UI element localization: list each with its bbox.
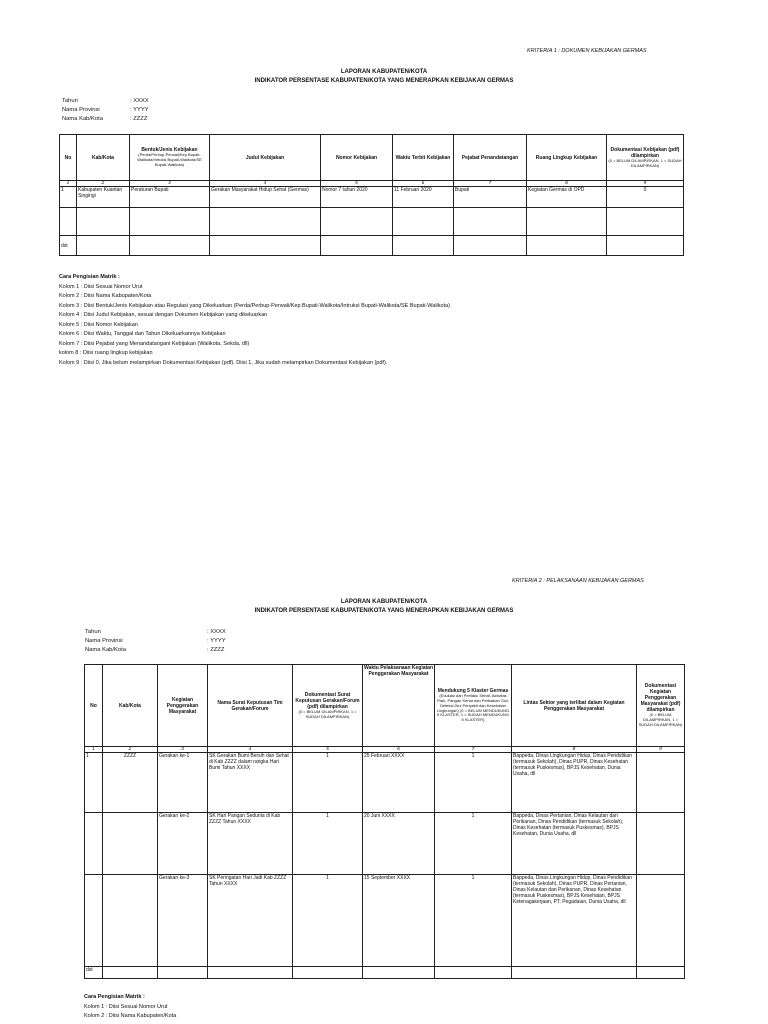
col-header: Bentuk/Jenis Kebijakan (Perda/Perbup-Perwali/Kep Bupati-Walikota/Intruksi Bupati-Walikota/SE Bupati-Walikota) xyxy=(130,135,210,181)
guide-item: Kolom 6 : Diisi Waktu, Tanggal dan Tahun Dikeluarkannya Kebijakan xyxy=(59,331,226,337)
kebijakan-table xyxy=(59,134,684,256)
guide-item: Kolom 4 : Diisi Judul Kebijakan, sesuai dengan Dokumen Kebijakan yang dikeluarkan xyxy=(59,312,268,318)
meta-value: : XXXX xyxy=(207,629,226,635)
meta-label: Nama Kab/Kota xyxy=(62,116,103,122)
column-number-row: 1 2 3 4 5 6 7 8 9 xyxy=(60,181,684,187)
guide-title: Cara Pengisian Matrik : xyxy=(84,994,145,1000)
guide-item: Kolom 7 : Diisi Pejabat yang Menandatangani Kebijakan (Walikota, Sekda, dll) xyxy=(59,340,250,347)
meta-block-1 xyxy=(62,97,149,124)
table-row: Gerakan ke-3 SK Peringatan Hari Jadi Kab ZZZZ Tahun XXXX 1 15 September XXXX 1 Bappeda, Dinas Lingkungan Hidup, Dinas Pendidikan (termasuk Sekolah), Dinas PUPR, Dinas Pertanian, Dinas Kelautan dan Perikanan, Dinas Kesehatan (termasuk Puskesmas), BPJS Kesehatan, BPJS Ketenagakerjaan, PT. Pegadaian, Dunia Usaha, dll xyxy=(85,875,685,967)
col-header: Waktu Pelaksanaan Kegiatan Penggerakan Masyarakat xyxy=(363,665,435,747)
col-header: Mendukung 5 Klaster Germas (Edukasi dan Perilaku Sehat, Aktivitas Fisik, Pangan Sehat dan Perbaikan Gizi, Deteksi Dini Penyakit dan Kesehatan Lingkungan) (0 = BELUM MENDUKUNG 5 KLASTER, 1 = SUDAH MENDUKUNG 5 KLASTER) xyxy=(435,665,512,747)
guide-item: Kolom 3 : Diisi Bentuk/Jenis Kebijakan atau Regulasi yang Dikeluarkan (Perda/Perbup-Perwali/Kep Bupati-Walikota/Intruksi Bupati-Walikota/SE Bupati-Walikota) xyxy=(59,302,450,309)
table-row: Gerakan ke-2 SK Hari Pangan Sedunia di Kab ZZZZ Tahun XXXX 1 20 Juni XXXX 1 Bappeda, Dinas Pertanian, Dinas Kelautan dan Perikanan, Dinas Pendidikan (termasuk Sekolah), Dinas Kesehatan (termasuk Puskesmas), BPJS Kesehatan, Dunia Usaha, dll xyxy=(85,813,685,875)
meta-value: : XXXX xyxy=(130,98,149,104)
column-number-row: 1 2 3 4 5 6 7 8 9 xyxy=(85,747,685,753)
report-subtitle-1: INDIKATOR PERSENTASE KABUPATEN/KOTA YANG MENERAPKAN KEBIJAKAN GERMAS xyxy=(254,78,514,84)
col-header: Kab/Kota xyxy=(77,135,130,181)
table-row-dst: dst xyxy=(85,967,685,979)
col-header: Kegiatan Penggerakan Masyarakat xyxy=(158,665,208,747)
table-row: 1 ZZZZ Gerakan ke-1 SK Gerakan Bumi Bersih dan Sehat di Kab ZZZZ dalam rangka Hari Bumi Tahun XXXX 1 25 Februari XXXX 1 Bappeda, Dinas Lingkungan Hidup, Dinas Pendidikan (termasuk Sekolah), Dinas PUPR, Dinas Kesehatan (termasuk Puskesmas), BPJS Kesehatan, Dunia Usaha, dll xyxy=(85,753,685,813)
col-header: Judul Kebijakan xyxy=(210,135,321,181)
meta-value: : YYYY xyxy=(130,107,149,113)
report-title-2: LAPORAN KABUPATEN/KOTA xyxy=(340,599,428,605)
meta-label: Tahun xyxy=(62,98,78,104)
guide-block-2 xyxy=(84,993,684,1022)
table-row-dst: dst xyxy=(60,236,684,256)
col-header: Nama Surat Keputusan Tim Gerakan/Forum xyxy=(208,665,293,747)
col-header: No xyxy=(60,135,77,181)
meta-value: : YYYY xyxy=(207,638,226,644)
meta-label: Nama Kab/Kota xyxy=(85,647,126,653)
pelaksanaan-table xyxy=(84,664,685,979)
header-row xyxy=(60,135,684,181)
meta-label: Tahun xyxy=(85,629,101,635)
guide-block-1 xyxy=(59,273,749,368)
col-header: Ruang Lingkup Kebijakan xyxy=(527,135,607,181)
guide-item: Kolom 2 : Diisi Nama Kabupaten/Kota xyxy=(59,293,152,299)
col-header: Nomor Kebijakan xyxy=(321,135,393,181)
col-header: Pejabat Penandatangan xyxy=(454,135,527,181)
col-header: Dokumentasi Kegiatan Penggerakan Masyarakat (pdf) dilampirkan (0 = BELUM DILAMPIRKAN, 1 = SUDAH DILAMPIRKAN) xyxy=(637,665,685,747)
col-header: Waktu Terbit Kebijakan xyxy=(393,135,454,181)
guide-item: Kolom 1 : Diisi Sesuai Nomor Urut xyxy=(59,283,143,290)
report-title-1: LAPORAN KABUPATEN/KOTA xyxy=(340,69,428,75)
col-header: Lintas Sektor yang terlibat dalam Kegiatan Penggerakan Masyarakat xyxy=(512,665,637,747)
guide-item: Kolom 1 : Diisi Sesuai Nomor Urut xyxy=(84,1003,168,1010)
guide-title: Cara Pengisian Matrik : xyxy=(59,274,120,280)
kriteria-1-label: KRITERIA 1 : DOKUMEN KEBIJAKAN GERMAS xyxy=(527,48,647,54)
guide-item: kolom 8 : Diisi ruang lingkup kebijakan xyxy=(59,350,153,356)
col-header: Dokumentasi Surat Keputusan Gerakan/Forum (pdf) dilampirkan (0 = BELUM DILAMPIRKAN, 1 = SUDAH DILAMPIRKAN) xyxy=(293,665,363,747)
meta-value: : ZZZZ xyxy=(130,116,148,122)
col-header: Kab/Kota xyxy=(103,665,158,747)
table-row-empty xyxy=(60,208,684,236)
meta-value: : ZZZZ xyxy=(207,647,225,653)
col-header: No xyxy=(85,665,103,747)
guide-item: Kolom 9 : Diisi 0, Jika belum melampirkan Dokumentasi Kebijakan (pdf). Diisi 1, Jika sudah melampirkan Dokumentasi Kebijakan (pdf). xyxy=(59,359,388,366)
header-row xyxy=(85,665,685,747)
report-subtitle-2: INDIKATOR PERSENTASE KABUPATEN/KOTA YANG MENERAPKAN KEBIJAKAN GERMAS xyxy=(254,608,514,614)
meta-block-2 xyxy=(85,628,226,655)
table-row: 1 Kabupaten Kuantan Singingi Peraturan Bupati Gerakan Masyarakat Hidup Sehat (Germas) Nomor 7 tahun 2020 11 Februari 2020 Bupati Kegiatan Germas di OPD 0 xyxy=(60,187,684,208)
guide-item: Kolom 2 : Diisi Nama Kabupaten/Kota xyxy=(84,1013,177,1019)
kriteria-2-label: KRITERIA 2 : PELAKSANAAN KEBIJAKAN GERMAS xyxy=(512,578,644,584)
col-header: Dokumentasi Kebijakan (pdf) dilampirkan (0 = BELUM DILAMPIRKAN, 1 = SUDAH DILAMPIRKAN) xyxy=(607,135,684,181)
guide-item: Kolom 5 : Diisi Nomor Kebijakan xyxy=(59,321,138,328)
meta-label: Nama Provinsi xyxy=(85,638,123,644)
meta-label: Nama Provinsi xyxy=(62,107,100,113)
